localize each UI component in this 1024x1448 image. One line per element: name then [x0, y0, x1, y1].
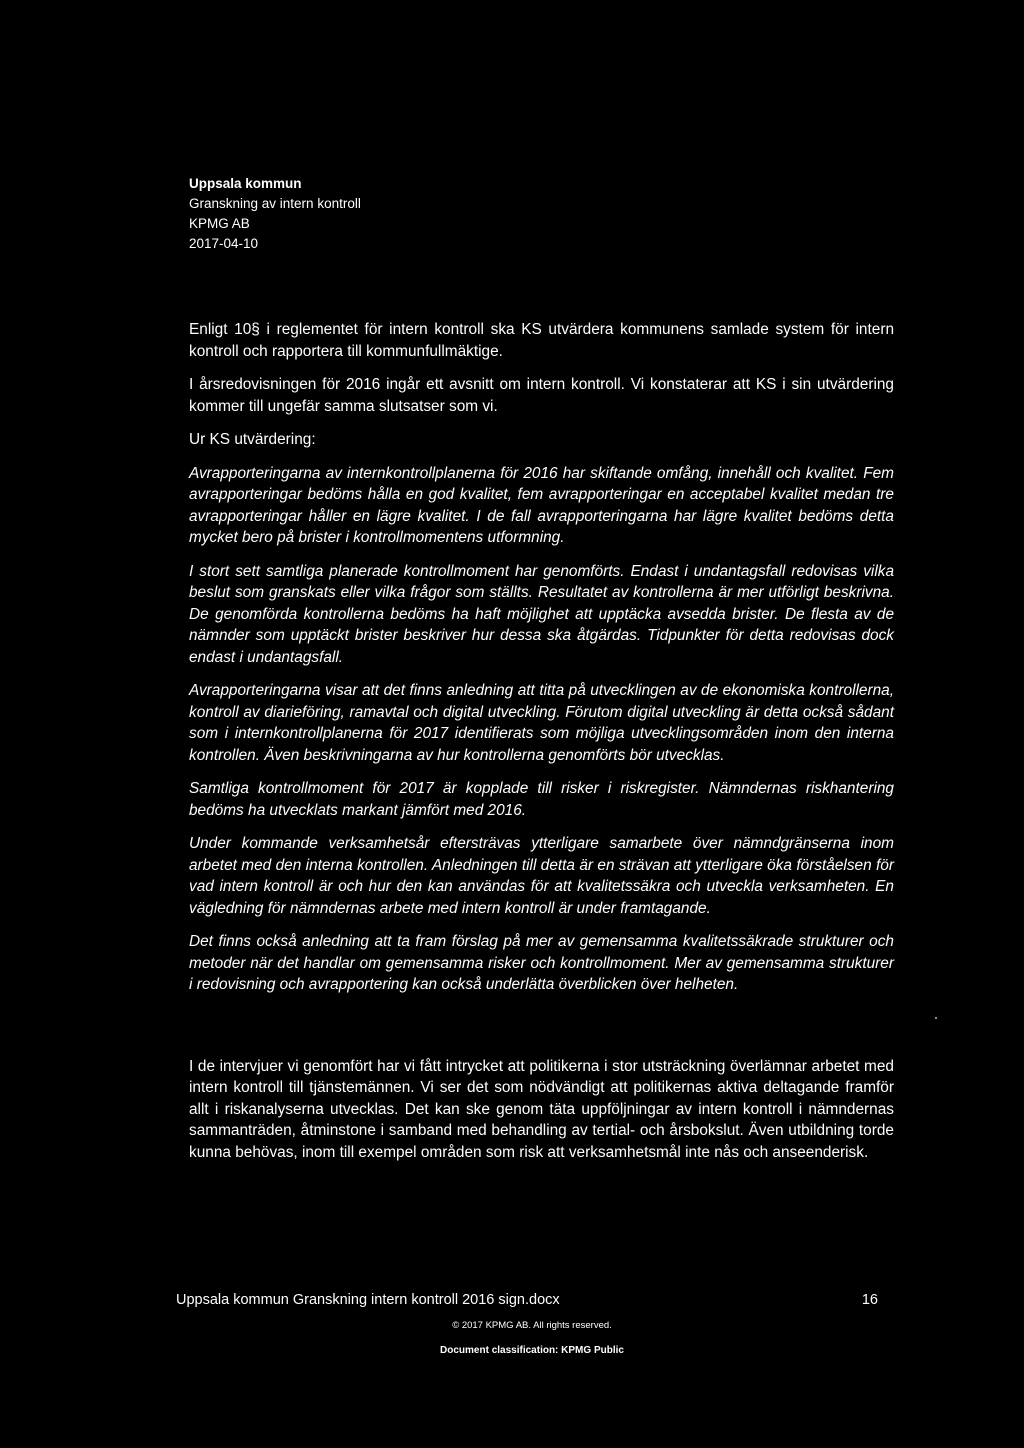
- page-footer: [176, 1290, 878, 1310]
- document-body: [189, 319, 894, 1175]
- quote-kontrollmoment-genomforda: I stort sett samtliga planerade kontrollmoment har genomförts. Endast i undantagsfall redovisas vilka beslut som granskats eller vilka frågor som ställts. Resultatet av kontrollerna är mer utförligt beskrivna. De genomförda kontrollerna bedöms ha haft möjlighet att upptäcka avsedda brister. De flesta av de nämnder som upptäckt brister beskriver hur dessa ska åtgärdas. Tidpunkter för detta redovisas dock endast i undantagsfall.: [189, 562, 894, 666]
- quote-gemensamma-strukturer: Det finns också anledning att ta fram förslag på mer av gemensamma kvalitetssäkrade strukturer och metoder när det handlar om gemensamma risker och kontrollmoment. Mer av gemensamma strukturer i redovisning och avrapportering kan också underlätta överblicken över helheten.: [189, 933, 894, 993]
- footer-copyright: © 2017 KPMG AB. All rights reserved.: [452, 1320, 612, 1331]
- footer-filename: Uppsala kommun Granskning intern kontroll 2016 sign.docx: [176, 1292, 560, 1308]
- header-company: Uppsala kommun: [189, 176, 302, 191]
- footer-classification: Document classification: KPMG Public: [440, 1345, 624, 1356]
- header-firm: KPMG AB: [189, 216, 250, 231]
- scan-speck: [935, 1017, 937, 1019]
- quote-utvecklingsomraden: Avrapporteringarna visar att det finns anledning att titta på utvecklingen av de ekonomiska kontrollerna, kontroll av diarieföring, ramavtal och digital utveckling. Förutom digital utveckling är detta också sådant som i internkontrollplanerna för 2017 identifierats som möjliga utvecklingsområden inom den interna kontrollen. Även beskrivningarna av hur kontrollerna genomförts bör utvecklas.: [189, 682, 894, 764]
- quote-avrapporteringar-kvalitet: Avrapporteringarna av internkontrollplanerna för 2016 har skiftande omfång, innehåll och kvalitet. Fem avrapporteringar bedöms hålla en god kvalitet, fem avrapporteringar en acceptabel kvalitet medan tre avrapporteringar håller en lägre kvalitet. I de fall avrapporteringarna har lägre kvalitet bedöms detta mycket bero på brister i kontrollmomentens utformning.: [189, 464, 894, 546]
- quote-riskregister: Samtliga kontrollmoment för 2017 är kopplade till risker i riskregister. Nämndernas riskhantering bedöms ha utvecklats markant jämfört med 2016.: [189, 780, 894, 819]
- header-report-title: Granskning av intern kontroll: [189, 196, 361, 211]
- document-header: [189, 174, 589, 254]
- quote-samarbete: Under kommande verksamhetsår eftersträvas ytterligare samarbete över nämndgränserna inom arbetet med den interna kontrollen. Anledningen till detta är en strävan att ytterligare öka förståelsen för vad intern kontroll är och hur den kan användas för att kvalitetssäkra och utveckla verksamheten. En vägledning för nämndernas arbete med intern kontroll är under framtagande.: [189, 835, 894, 917]
- paragraph-reglemente: Enligt 10§ i reglementet för intern kontroll ska KS utvärdera kommunens samlade system för intern kontroll och rapportera till kommunfullmäktige.: [189, 321, 894, 360]
- paragraph-intervjuer: I de intervjuer vi genomfört har vi fått intrycket att politikerna i stor utsträckning överlämnar arbetet med intern kontroll till tjänstemännen. Vi ser det som nödvändigt att politikernas aktiva deltagande framför allt i riskanalyserna utvecklas. Det kan ske genom täta uppföljningar av intern kontroll i nämndernas sammanträden, åtminstone i samband med behandling av tertial- och årsbokslut. Även utbildning torde kunna behövas, inom till exempel områden som risk att verksamhetsmål inte nås och anseenderisk.: [189, 1057, 894, 1161]
- paragraph-arsredovisning: I årsredovisningen för 2016 ingår ett avsnitt om intern kontroll. Vi konstaterar att KS i sin utvärdering kommer till ungefär samma slutsatser som vi.: [189, 376, 894, 415]
- header-date: 2017-04-10: [189, 236, 259, 251]
- paragraph-ks-utvardering-intro: Ur KS utvärdering:: [189, 431, 316, 448]
- page-number: 16: [861, 1292, 878, 1308]
